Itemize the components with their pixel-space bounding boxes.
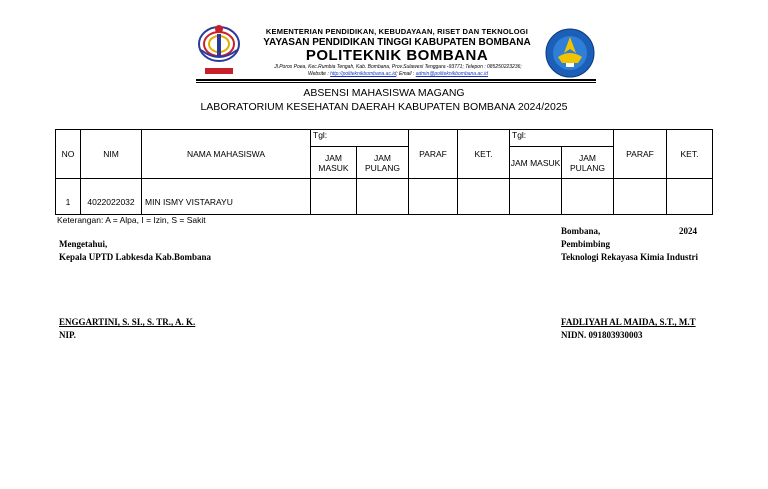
row-nim: 4022022032 (81, 179, 142, 215)
cell-jam-masuk-2[interactable] (510, 179, 562, 215)
right-signer-name: FADLIYAH AL MAIDA, S.T., M.T (561, 317, 696, 327)
ministry-name: KEMENTERIAN PENDIDIKAN, KEBUDAYAAN, RISET DAN TEKNOLOGI (265, 27, 529, 36)
right-sign-line2: Pembimbing (561, 239, 611, 249)
cell-ket-1[interactable] (458, 179, 510, 215)
right-sign-year: 2024 (679, 226, 697, 236)
email-label: ; Email : (396, 71, 415, 77)
header-tgl-2: Tgl: (510, 130, 614, 147)
right-sign-line3: Teknologi Rekayasa Kimia Industri (561, 252, 698, 262)
right-sign-place: Bombana, (561, 226, 601, 236)
left-signer-id: NIP. (59, 330, 76, 340)
header-rule-thick (196, 79, 596, 81)
cell-jam-pulang-1[interactable] (357, 179, 409, 215)
header-paraf-2: PARAF (614, 130, 667, 179)
row-no: 1 (56, 179, 81, 215)
cell-jam-pulang-2[interactable] (562, 179, 614, 215)
header-ket-2: KET. (667, 130, 713, 179)
header-rule-thin (196, 82, 596, 83)
cell-paraf-2[interactable] (614, 179, 667, 215)
tut-wuri-handayani-logo (544, 27, 596, 79)
left-sign-line2: Kepala UPTD Labkesda Kab.Bombana (59, 252, 212, 262)
cell-jam-masuk-1[interactable] (311, 179, 357, 215)
email-link[interactable]: admin@politeknikbombana.ac.id (415, 71, 489, 77)
table-row (56, 179, 713, 215)
header-no: NO (56, 130, 81, 179)
header-name: NAMA MAHASISWA (142, 130, 311, 179)
address-line: Jl.Poros Poea, Kec.Rumbia Tengah, Kab. Bombana, Prov.Sulawesi Tenggara -93771; Telepon : 085250223236; (274, 64, 522, 70)
attendance-table (55, 129, 713, 215)
cell-paraf-1[interactable] (409, 179, 458, 215)
legend-note: Keterangan: A = Alpa, I = Izin, S = Sakit (57, 215, 206, 225)
header-jam-masuk-1: JAM MASUK (311, 147, 357, 179)
website-link[interactable]: http://politeknikbombana.ac.id (330, 71, 397, 77)
cell-ket-2[interactable] (667, 179, 713, 215)
website-label: Website : (307, 71, 329, 77)
header-nim: NIM (81, 130, 142, 179)
document-title: ABSENSI MAHASISWA MAGANG (303, 87, 465, 99)
left-signer-name: ENGGARTINI, S. SI., S. TR., A. K. (59, 317, 196, 327)
header-ket-1: KET. (458, 130, 510, 179)
contact-line (248, 71, 548, 77)
header-jam-pulang-1: JAM PULANG (357, 147, 409, 179)
header-paraf-1: PARAF (409, 130, 458, 179)
header-jam-pulang-2: JAM PULANG (562, 147, 614, 179)
institution-name: POLITEKNIK BOMBANA (305, 47, 489, 64)
politeknik-logo (193, 20, 245, 78)
header-tgl-1: Tgl: (311, 130, 409, 147)
header-jam-masuk-2: JAM MASUK (510, 147, 562, 179)
row-name: MIN ISMY VISTARAYU (142, 179, 311, 215)
document-subtitle: LABORATORIUM KESEHATAN DAERAH KABUPATEN BOMBANA 2024/2025 (200, 101, 568, 113)
foundation-name: YAYASAN PENDIDIKAN TINGGI KABUPATEN BOMBANA (263, 37, 531, 48)
right-signer-id: NIDN. 091803930003 (561, 330, 643, 340)
left-sign-line1: Mengetahui, (59, 239, 108, 249)
